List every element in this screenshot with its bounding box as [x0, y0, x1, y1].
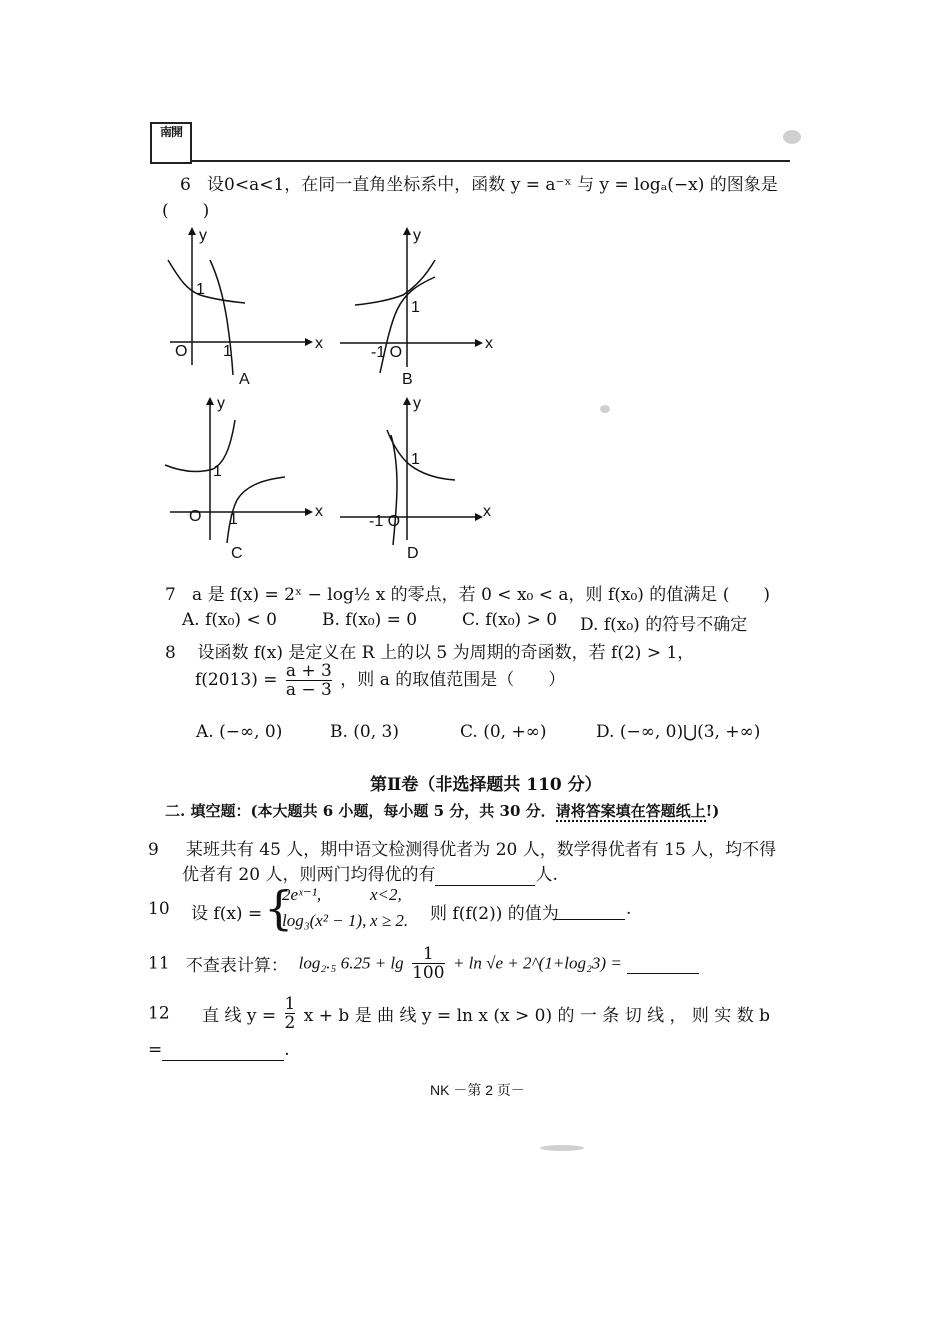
part2-title: 第Ⅱ卷（非选择题共 110 分）: [370, 775, 602, 795]
q7-option-a: A. f(x₀) < 0: [182, 610, 277, 630]
graph-c-svg: [165, 395, 325, 565]
q8-option-c: C. (0, +∞): [460, 722, 547, 742]
q11-label: 不查表计算：: [185, 956, 288, 976]
q7-option-b: B. f(x₀) = 0: [322, 610, 418, 630]
section-prefix: 二. 填空题：(本大题共 6 小题，每小题 5 分，共 30 分．: [165, 802, 556, 820]
graph-d-svg: [335, 395, 495, 565]
q12-equals: =: [148, 1040, 163, 1060]
y-label: y: [413, 395, 421, 412]
y-label: y: [413, 227, 421, 244]
frac-denominator: a − 3: [285, 680, 332, 700]
tick-y-label: 1: [411, 451, 420, 468]
curve-exp: [168, 260, 245, 303]
tick-y-label: 1: [213, 463, 222, 480]
graph-letter: A: [239, 371, 250, 388]
school-logo: 南開: [150, 122, 192, 164]
q12-end: .: [284, 1040, 290, 1060]
q8-option-d: D. (−∞, 0)⋃(3, +∞): [596, 722, 761, 742]
curve-exp: [165, 420, 235, 472]
graph-letter: D: [407, 545, 419, 562]
q6-line: [180, 170, 778, 195]
x-label: x: [315, 503, 323, 520]
x-arrow: [475, 339, 483, 347]
y-arrow: [403, 397, 411, 405]
q7-option-d: D. f(x₀) 的符号不确定: [580, 615, 748, 635]
y-arrow: [403, 227, 411, 235]
q11-answer-blank[interactable]: [627, 953, 699, 974]
curve-log: [227, 477, 285, 543]
graph-a-svg: [165, 225, 325, 390]
q8-line2: [195, 662, 565, 699]
q10-answer-blank[interactable]: [553, 899, 625, 920]
origin-label: O: [189, 508, 202, 525]
graph-letter: B: [402, 371, 413, 388]
section-suffix: !): [705, 802, 720, 820]
tick-x-label: 1: [229, 511, 238, 528]
q10-cond2: x ≥ 2.: [370, 911, 409, 930]
q8-prefix: f(2013) =: [195, 670, 278, 690]
frac-denominator: 100: [412, 963, 445, 983]
scan-speck: [783, 130, 801, 144]
q9-text-2: 优者有 20 人，则两门均得优的有: [182, 865, 436, 885]
x-arrow: [305, 508, 313, 516]
section-instructions: [165, 800, 719, 821]
frac-denominator: 2: [284, 1013, 296, 1033]
y-label: y: [199, 227, 207, 244]
q7-number: 7: [165, 585, 176, 605]
q10-suffix: 则 f(f(2)) 的值为: [430, 904, 559, 924]
q10-case1: 2eˣ⁻¹,: [282, 885, 322, 904]
header-rule: [192, 160, 790, 162]
q12-text-a: 直 线 y =: [202, 1006, 277, 1026]
q10-prefix: 设 f(x) =: [191, 904, 263, 924]
q8-text: 设函数 f(x) 是定义在 R 上的以 5 为周期的奇函数，若 f(2) > 1，: [197, 643, 695, 663]
scan-speck: [540, 1145, 584, 1151]
tick-y-label: 1: [411, 299, 420, 316]
q10-case2: log₃(x² − 1),: [282, 911, 367, 930]
q9-text: 某班共有 45 人，期中语文检测得优者为 20 人，数学得优者有 15 人，均不得: [185, 840, 777, 860]
frac-numerator: a + 3: [285, 661, 332, 681]
q12-line1: [148, 995, 770, 1032]
page-footer: NK －第 2 页－: [430, 1082, 525, 1098]
y-label: y: [217, 395, 225, 412]
q10-number: 10: [148, 899, 170, 919]
origin-label: -1 O: [369, 513, 401, 530]
q11-expr-b: + ln √e + 2^(1+log₂3) =: [452, 953, 622, 973]
q7-option-c: C. f(x₀) > 0: [462, 610, 558, 630]
x-label: x: [483, 503, 491, 520]
q8-line1: [165, 638, 694, 663]
q6-number: 6: [180, 175, 191, 195]
q12-text-b: x + b 是 曲 线 y = ln x (x > 0) 的 一 条 切 线 ， 则 实 数 b: [303, 1006, 770, 1026]
q12-fraction: [285, 995, 296, 1032]
q8-option-a: A. (−∞, 0): [196, 722, 283, 742]
q8-suffix: ，则 a 的取值范围是（ ）: [340, 670, 566, 690]
q9-line2: [182, 860, 558, 886]
graph-c: [165, 395, 325, 565]
q11-number: 11: [148, 953, 170, 974]
q9-number: 9: [148, 840, 159, 860]
y-arrow: [188, 227, 196, 235]
q8-option-b: B. (0, 3): [330, 722, 400, 742]
q7-line: [165, 580, 770, 605]
q9-answer-blank[interactable]: [435, 865, 535, 886]
y-arrow: [206, 397, 214, 405]
q8-fraction: [286, 662, 332, 699]
frac-numerator: 1: [412, 945, 444, 964]
q7-answer-paren: ( ): [722, 585, 770, 605]
q6-text: 设0<a<1，在同一直角坐标系中，函数 y = a⁻ˣ 与 y = logₐ(−x) 的图象是: [207, 175, 778, 195]
scan-speck: [600, 405, 610, 413]
graph-a: [165, 225, 325, 390]
graph-d: [335, 395, 495, 565]
x-label: x: [315, 335, 323, 352]
section-emphasis: 请将答案填在答题纸上: [555, 802, 706, 820]
q12-answer-blank[interactable]: [162, 1040, 284, 1061]
origin-label: O: [175, 343, 188, 360]
graph-letter: C: [231, 545, 243, 562]
q9-unit: 人.: [535, 865, 558, 885]
graph-b: [335, 225, 495, 390]
piecewise-brace: {: [264, 881, 294, 935]
q10-cond1: x<2,: [370, 885, 402, 904]
q7-text: a 是 f(x) = 2ˣ − log½ x 的零点，若 0 < x₀ < a，则 f(x₀) 的值满足: [192, 585, 718, 605]
x-arrow: [475, 513, 483, 521]
tick-y-label: 1: [196, 281, 205, 298]
q11-expr-a: log₂.₅ 6.25 + lg: [298, 953, 404, 973]
origin-label: -1 O: [371, 344, 403, 361]
q6-answer-paren: ( ): [162, 201, 210, 221]
x-label: x: [485, 335, 493, 352]
q12-line2: [148, 1040, 290, 1061]
frac-numerator: 1: [284, 994, 296, 1014]
tick-x-label: 1: [223, 343, 232, 360]
x-arrow: [305, 338, 313, 346]
q8-number: 8: [165, 643, 176, 663]
q9-line1: [148, 835, 776, 860]
q10-end: .: [626, 899, 632, 919]
q12-number: 12: [148, 1003, 170, 1024]
q11-fraction: [412, 945, 444, 982]
q11-line: [148, 945, 699, 982]
